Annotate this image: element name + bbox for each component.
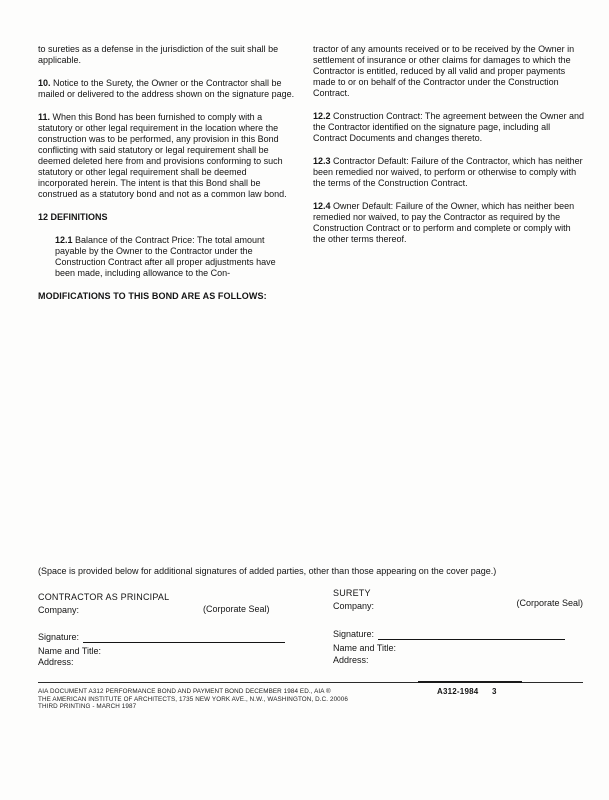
paragraph-11-number: 11. bbox=[38, 112, 51, 122]
contractor-name-title-label: Name and Title: bbox=[38, 646, 102, 656]
footer-imprint bbox=[38, 688, 368, 711]
paragraph-11-text: When this Bond has been furnished to comply with a statutory or other legal requirement in the location where the construction was to be performed, any provision in this Bond conflicting with said statutory or legal requirement shall be deemed deleted here from and provisions conforming to such statutory or other legal requirement shall be deemed incorporated herein. The intent is that this Bond shall be construed as a statutory bond and not as a common law bond. bbox=[38, 112, 287, 199]
right-text-column bbox=[313, 44, 585, 257]
definition-12-4 bbox=[313, 201, 585, 245]
surety-signature-row bbox=[333, 629, 565, 640]
paragraph-12-1-continuation: tractor of any amounts received or to be received by the Owner in settlement of insurance or other claims for damages to which the Contractor is entitled, reduced by all valid and proper payments made to or on behalf of the Contractor under the Construction Contract. bbox=[313, 44, 575, 98]
document-code: A312-1984 bbox=[437, 687, 479, 696]
definition-12-3-text: Contractor Default: Failure of the Contractor, which has neither been remedied nor waived, to perform or otherwise to comply with the terms of the Construction Contract. bbox=[313, 156, 583, 188]
definition-12-1 bbox=[38, 235, 296, 279]
contractor-as-principal-heading: CONTRACTOR AS PRINCIPAL bbox=[38, 592, 170, 602]
contractor-signature-row bbox=[38, 632, 285, 643]
page-number: 3 bbox=[492, 687, 497, 696]
definition-12-4-text: Owner Default: Failure of the Owner, which has neither been remedied nor waived, to pay the Contractor as required by the Construction Contract or to perform and complete or comply with the other terms thereof. bbox=[313, 201, 575, 244]
definition-12-1-text: Balance of the Contract Price: The total amount payable by the Owner to the Contractor under the Construction Contract after all proper adjustments have been made, including allowance to the Con- bbox=[55, 235, 276, 278]
paragraph-10-number: 10. bbox=[38, 78, 51, 88]
definitions-heading: 12 DEFINITIONS bbox=[38, 212, 108, 222]
paragraph-11 bbox=[38, 112, 296, 200]
footer-divider-heavy-segment bbox=[418, 681, 522, 683]
definition-12-2-number: 12.2 bbox=[313, 111, 331, 121]
contractor-corporate-seal-label: (Corporate Seal) bbox=[203, 604, 270, 614]
modifications-heading: MODIFICATIONS TO THIS BOND ARE AS FOLLOWS: bbox=[38, 291, 267, 301]
surety-company-label: Company: bbox=[333, 601, 375, 611]
surety-name-title-label: Name and Title: bbox=[333, 643, 397, 653]
surety-address-label: Address: bbox=[333, 655, 369, 665]
contractor-company-label: Company: bbox=[38, 605, 80, 615]
paragraph-10-text: Notice to the Surety, the Owner or the Contractor shall be mailed or delivered to the address shown on the signature page. bbox=[38, 78, 295, 99]
contractor-signature-label: Signature: bbox=[38, 632, 80, 642]
definition-12-2-text: Construction Contract: The agreement between the Owner and the Contractor identified on the signature page, including all Contract Documents and changes thereto. bbox=[313, 111, 585, 143]
contractor-signature-line[interactable] bbox=[83, 633, 285, 643]
definition-12-3 bbox=[313, 156, 585, 189]
definition-12-2 bbox=[313, 111, 585, 144]
paragraph-10 bbox=[38, 78, 296, 100]
footer-imprint-line1: AIA DOCUMENT A312 PERFORMANCE BOND AND PAYMENT BOND DECEMBER 1984 ED., AIA ® bbox=[38, 688, 331, 695]
paragraph-intro-continuation: to sureties as a defense in the jurisdiction of the suit shall be applicable. bbox=[38, 44, 279, 65]
surety-signature-label: Signature: bbox=[333, 629, 375, 639]
surety-signature-line[interactable] bbox=[378, 630, 565, 640]
surety-corporate-seal-label: (Corporate Seal) bbox=[516, 598, 583, 608]
definition-12-3-number: 12.3 bbox=[313, 156, 331, 166]
contractor-address-label: Address: bbox=[38, 657, 74, 667]
additional-signatures-note: (Space is provided below for additional signatures of added parties, other than those appearing on the cover page.) bbox=[38, 566, 497, 576]
footer-imprint-line3: THIRD PRINTING - MARCH 1987 bbox=[38, 703, 137, 711]
left-text-column bbox=[38, 44, 296, 314]
surety-heading: SURETY bbox=[333, 588, 371, 598]
footer-imprint-line2: THE AMERICAN INSTITUTE OF ARCHITECTS, 1735 NEW YORK AVE., N.W., WASHINGTON, D.C. 20006 bbox=[38, 695, 348, 703]
definition-12-4-number: 12.4 bbox=[313, 201, 331, 211]
definition-12-1-number: 12.1 bbox=[55, 235, 73, 245]
